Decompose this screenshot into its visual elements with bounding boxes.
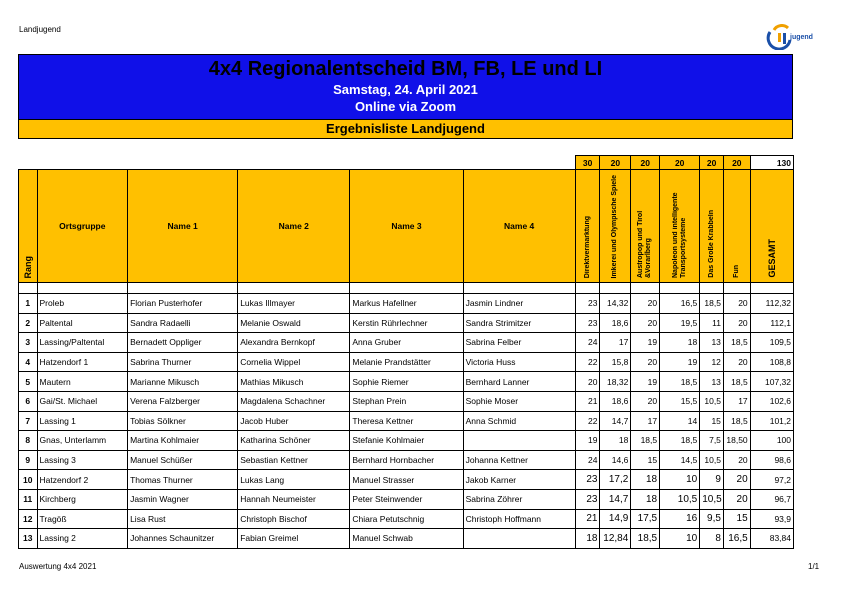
cell-s3: 18,5 — [631, 431, 660, 451]
table-row — [19, 529, 794, 549]
cell-rank: 7 — [19, 411, 38, 431]
cell-total: 101,2 — [750, 411, 793, 431]
col-station-3: Austropop und Tirol &Vorarlberg — [631, 170, 660, 283]
cell-s6: 18,5 — [723, 333, 750, 353]
cell-s3: 18 — [631, 489, 660, 509]
logo-text: jugend — [790, 34, 813, 41]
cell-name4: Jasmin Lindner — [463, 294, 575, 314]
cell-total: 96,7 — [750, 489, 793, 509]
cell-s1: 20 — [575, 372, 600, 392]
cell-s2: 18 — [600, 431, 631, 451]
cell-rank: 5 — [19, 372, 38, 392]
cell-s5: 10,5 — [700, 450, 724, 470]
cell-name2: Melanie Oswald — [238, 313, 350, 333]
cell-s5: 13 — [700, 372, 724, 392]
table-row — [19, 509, 794, 529]
cell-s1: 23 — [575, 294, 600, 314]
cell-s3: 17,5 — [631, 509, 660, 529]
cell-s6: 20 — [723, 294, 750, 314]
cell-s3: 18 — [631, 470, 660, 490]
col-station-1: Direktvermarktung — [575, 170, 600, 283]
table-row — [19, 294, 794, 314]
cell-group: Gai/St. Michael — [37, 391, 128, 411]
results-rows — [19, 294, 794, 549]
cell-s6: 18,5 — [723, 411, 750, 431]
cell-group: Hatzendorf 1 — [37, 352, 128, 372]
cell-name1: Tobias Sölkner — [128, 411, 238, 431]
cell-total: 112,32 — [750, 294, 793, 314]
cell-s5: 8 — [700, 529, 724, 549]
cell-name1: Manuel Schüßer — [128, 450, 238, 470]
cell-s1: 22 — [575, 352, 600, 372]
cell-s6: 18,5 — [723, 372, 750, 392]
cell-rank: 11 — [19, 489, 38, 509]
cell-s5: 9 — [700, 470, 724, 490]
cell-name2: Alexandra Bernkopf — [238, 333, 350, 353]
cell-name2: Magdalena Schachner — [238, 391, 350, 411]
cell-rank: 2 — [19, 313, 38, 333]
cell-s3: 15 — [631, 450, 660, 470]
cell-name2: Sebastian Kettner — [238, 450, 350, 470]
cell-s6: 16,5 — [723, 529, 750, 549]
table-row — [19, 431, 794, 451]
cell-group: Lassing 1 — [37, 411, 128, 431]
cell-total: 108,8 — [750, 352, 793, 372]
cell-total: 112,1 — [750, 313, 793, 333]
cell-s4: 10,5 — [660, 489, 700, 509]
col-station-5: Das Große Krabbeln — [700, 170, 724, 283]
col-total: GESAMT — [750, 170, 793, 283]
cell-name2: Fabian Greimel — [238, 529, 350, 549]
cell-rank: 3 — [19, 333, 38, 353]
cell-name2: Lukas Illmayer — [238, 294, 350, 314]
cell-s3: 20 — [631, 294, 660, 314]
event-venue: Online via Zoom — [354, 99, 457, 114]
cell-total: 98,6 — [750, 450, 793, 470]
cell-name1: Thomas Thurner — [128, 470, 238, 490]
cell-s1: 24 — [575, 333, 600, 353]
max-points-total: 130 — [750, 156, 793, 170]
cell-s2: 12,84 — [600, 529, 631, 549]
cell-name3: Chiara Petutschnig — [350, 509, 463, 529]
cell-name3: Melanie Prandstätter — [350, 352, 463, 372]
cell-group: Lassing 3 — [37, 450, 128, 470]
col-name4: Name 4 — [463, 170, 575, 283]
cell-s5: 15 — [700, 411, 724, 431]
cell-s5: 11 — [700, 313, 724, 333]
cell-name3: Theresa Kettner — [350, 411, 463, 431]
cell-name4: Sabrina Felber — [463, 333, 575, 353]
cell-s4: 14 — [660, 411, 700, 431]
cell-total: 93,9 — [750, 509, 793, 529]
cell-s4: 15,5 — [660, 391, 700, 411]
cell-s2: 14,6 — [600, 450, 631, 470]
page-title: 4x4 Regionalentscheid BM, FB, LE und LI — [208, 58, 603, 80]
cell-name2: Lukas Lang — [238, 470, 350, 490]
cell-name4: Johanna Kettner — [463, 450, 575, 470]
cell-name3: Peter Steinwender — [350, 489, 463, 509]
cell-s2: 17 — [600, 333, 631, 353]
cell-s4: 18,5 — [660, 431, 700, 451]
cell-s4: 10 — [660, 529, 700, 549]
event-date: Samstag, 24. April 2021 — [333, 82, 478, 97]
cell-name4: Sandra Strimitzer — [463, 313, 575, 333]
cell-name4: Anna Schmid — [463, 411, 575, 431]
cell-s5: 18,5 — [700, 294, 724, 314]
results-table — [18, 155, 794, 549]
header-label: Landjugend — [19, 25, 61, 34]
cell-s3: 17 — [631, 411, 660, 431]
cell-total: 102,6 — [750, 391, 793, 411]
cell-s3: 20 — [631, 391, 660, 411]
cell-rank: 8 — [19, 431, 38, 451]
cell-s5: 9,5 — [700, 509, 724, 529]
cell-name2: Katharina Schöner — [238, 431, 350, 451]
cell-name1: Sabrina Thurner — [128, 352, 238, 372]
cell-s2: 15,8 — [600, 352, 631, 372]
cell-s6: 15 — [723, 509, 750, 529]
cell-group: Hatzendorf 2 — [37, 470, 128, 490]
cell-group: Mautern — [37, 372, 128, 392]
table-row — [19, 391, 794, 411]
max-points-row — [19, 156, 794, 170]
table-row — [19, 411, 794, 431]
cell-name3: Stefanie Kohlmaier — [350, 431, 463, 451]
table-row — [19, 372, 794, 392]
cell-s4: 16 — [660, 509, 700, 529]
cell-rank: 12 — [19, 509, 38, 529]
cell-s6: 20 — [723, 470, 750, 490]
cell-s1: 23 — [575, 313, 600, 333]
col-station-6: Fun — [723, 170, 750, 283]
cell-name2: Christoph Bischof — [238, 509, 350, 529]
cell-name1: Sandra Radaelli — [128, 313, 238, 333]
col-station-4: Napoleon und intelligente Transportsysteme — [660, 170, 700, 283]
cell-name1: Johannes Schaunitzer — [128, 529, 238, 549]
cell-s1: 21 — [575, 391, 600, 411]
cell-s2: 18,6 — [600, 313, 631, 333]
cell-s6: 20 — [723, 450, 750, 470]
cell-name4: Sabrina Zöhrer — [463, 489, 575, 509]
cell-s1: 18 — [575, 529, 600, 549]
cell-name3: Kerstin Rührlechner — [350, 313, 463, 333]
col-rank: Rang — [19, 170, 38, 283]
page-number: 1/1 — [808, 562, 820, 571]
col-group: Ortsgruppe — [37, 170, 128, 283]
cell-name4: Jakob Karner — [463, 470, 575, 490]
cell-name4: Christoph Hoffmann — [463, 509, 575, 529]
cell-rank: 9 — [19, 450, 38, 470]
cell-s1: 22 — [575, 411, 600, 431]
cell-total: 109,5 — [750, 333, 793, 353]
cell-s1: 21 — [575, 509, 600, 529]
cell-rank: 4 — [19, 352, 38, 372]
col-station-2: Imkerei und Olympische Spiele — [600, 170, 631, 283]
cell-name3: Manuel Schwab — [350, 529, 463, 549]
table-row — [19, 470, 794, 490]
cell-name4 — [463, 431, 575, 451]
cell-s5: 10,5 — [700, 489, 724, 509]
cell-s5: 7,5 — [700, 431, 724, 451]
cell-s5: 10,5 — [700, 391, 724, 411]
col-name1: Name 1 — [128, 170, 238, 283]
cell-s3: 19 — [631, 333, 660, 353]
cell-name4 — [463, 529, 575, 549]
cell-s6: 18,50 — [723, 431, 750, 451]
cell-s1: 23 — [575, 489, 600, 509]
table-row — [19, 352, 794, 372]
cell-s4: 16,5 — [660, 294, 700, 314]
header-row — [19, 170, 794, 283]
cell-name4: Bernhard Lanner — [463, 372, 575, 392]
cell-s6: 17 — [723, 391, 750, 411]
landjugend-logo — [766, 24, 826, 50]
cell-name1: Bernadett Oppliger — [128, 333, 238, 353]
cell-group: Tragöß — [37, 509, 128, 529]
max-points: 20 — [631, 156, 660, 170]
max-points: 20 — [660, 156, 700, 170]
cell-s4: 14,5 — [660, 450, 700, 470]
table-row — [19, 489, 794, 509]
cell-s1: 19 — [575, 431, 600, 451]
cell-name1: Verena Falzberger — [128, 391, 238, 411]
cell-name2: Cornelia Wippel — [238, 352, 350, 372]
cell-s4: 19 — [660, 352, 700, 372]
cell-name1: Florian Pusterhofer — [128, 294, 238, 314]
cell-name1: Jasmin Wagner — [128, 489, 238, 509]
cell-name4: Sophie Moser — [463, 391, 575, 411]
cell-group: Lassing 2 — [37, 529, 128, 549]
max-points: 20 — [723, 156, 750, 170]
cell-name3: Stephan Prein — [350, 391, 463, 411]
table-row — [19, 313, 794, 333]
table-row — [19, 450, 794, 470]
cell-name3: Sophie Riemer — [350, 372, 463, 392]
cell-total: 107,32 — [750, 372, 793, 392]
cell-s4: 18,5 — [660, 372, 700, 392]
spacer-row — [19, 283, 794, 294]
cell-name2: Hannah Neumeister — [238, 489, 350, 509]
max-points: 30 — [575, 156, 600, 170]
cell-s1: 23 — [575, 470, 600, 490]
cell-total: 83,84 — [750, 529, 793, 549]
col-name2: Name 2 — [238, 170, 350, 283]
cell-name3: Bernhard Hornbacher — [350, 450, 463, 470]
cell-s6: 20 — [723, 489, 750, 509]
cell-s2: 17,2 — [600, 470, 631, 490]
cell-rank: 6 — [19, 391, 38, 411]
cell-name3: Manuel Strasser — [350, 470, 463, 490]
cell-s2: 18,32 — [600, 372, 631, 392]
cell-s6: 20 — [723, 352, 750, 372]
cell-rank: 1 — [19, 294, 38, 314]
results-subtitle: Ergebnisliste Landjugend — [18, 120, 793, 139]
cell-s1: 24 — [575, 450, 600, 470]
cell-s2: 14,7 — [600, 411, 631, 431]
col-name3: Name 3 — [350, 170, 463, 283]
cell-rank: 13 — [19, 529, 38, 549]
cell-name2: Jacob Huber — [238, 411, 350, 431]
max-points: 20 — [600, 156, 631, 170]
cell-s4: 18 — [660, 333, 700, 353]
cell-group: Kirchberg — [37, 489, 128, 509]
cell-s4: 10 — [660, 470, 700, 490]
cell-rank: 10 — [19, 470, 38, 490]
table-row — [19, 333, 794, 353]
cell-name4: Victoria Huss — [463, 352, 575, 372]
cell-group: Proleb — [37, 294, 128, 314]
cell-s2: 18,6 — [600, 391, 631, 411]
cell-s5: 13 — [700, 333, 724, 353]
cell-name2: Mathias Mikusch — [238, 372, 350, 392]
cell-s2: 14,7 — [600, 489, 631, 509]
cell-total: 100 — [750, 431, 793, 451]
footer-label: Auswertung 4x4 2021 — [19, 562, 97, 571]
cell-name3: Markus Hafellner — [350, 294, 463, 314]
max-points: 20 — [700, 156, 724, 170]
cell-name1: Lisa Rust — [128, 509, 238, 529]
cell-s4: 19,5 — [660, 313, 700, 333]
cell-group: Gnas, Unterlamm — [37, 431, 128, 451]
cell-name1: Marianne Mikusch — [128, 372, 238, 392]
cell-s2: 14,9 — [600, 509, 631, 529]
title-box — [18, 54, 793, 120]
cell-s3: 19 — [631, 372, 660, 392]
cell-total: 97,2 — [750, 470, 793, 490]
cell-s3: 20 — [631, 352, 660, 372]
cell-group: Lassing/Paltental — [37, 333, 128, 353]
cell-name3: Anna Gruber — [350, 333, 463, 353]
cell-s3: 18,5 — [631, 529, 660, 549]
cell-name1: Martina Kohlmaier — [128, 431, 238, 451]
cell-s3: 20 — [631, 313, 660, 333]
cell-s2: 14,32 — [600, 294, 631, 314]
cell-s6: 20 — [723, 313, 750, 333]
cell-group: Paltental — [37, 313, 128, 333]
cell-s5: 12 — [700, 352, 724, 372]
